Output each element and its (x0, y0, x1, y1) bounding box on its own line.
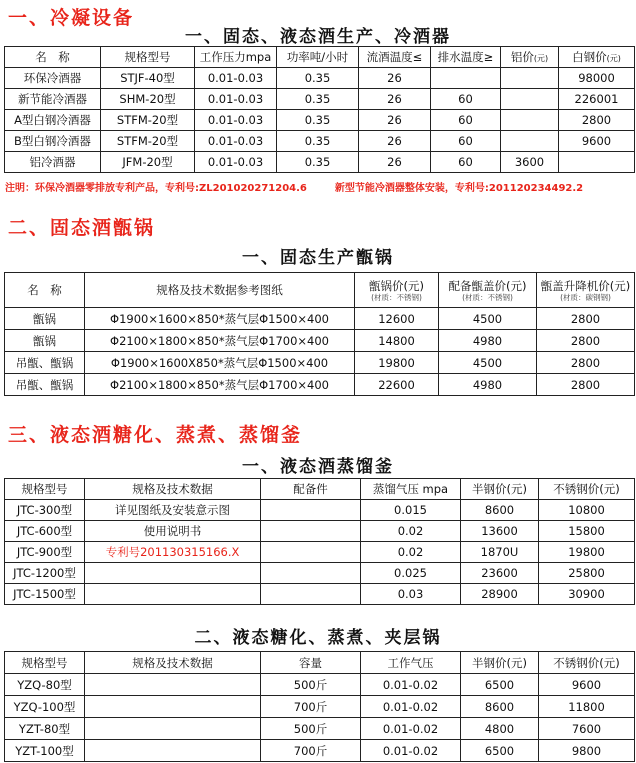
subtitle-solid-steamer: 一、固态生产甑锅 (242, 248, 394, 268)
cell: 2800 (559, 110, 635, 131)
cell: 13600 (461, 521, 539, 542)
cell (85, 674, 261, 696)
table-row (5, 68, 635, 89)
table-row (5, 563, 635, 584)
cell: SHM-20型 (101, 89, 195, 110)
table-row (5, 374, 635, 396)
header-cell (537, 273, 635, 308)
section-title-distiller: 三、液态酒糖化、蒸煮、蒸馏釜 (8, 424, 303, 446)
header-text: 白钢价 (572, 50, 607, 64)
cell (85, 740, 261, 762)
cell (85, 584, 261, 605)
cell (559, 152, 635, 173)
table-row (5, 110, 635, 131)
cell: 500斤 (261, 674, 361, 696)
header-cell: 蒸馏气压 mpa (361, 479, 461, 500)
cell: 11800 (539, 696, 635, 718)
cell: 12600 (355, 308, 439, 330)
cell: 详见图纸及安装意示图 (85, 500, 261, 521)
header-cell: 规格及技术数据参考图纸 (85, 273, 355, 308)
cell (85, 563, 261, 584)
cell: 0.35 (277, 89, 359, 110)
cell: 700斤 (261, 740, 361, 762)
section-title-condensing: 一、冷凝设备 (8, 7, 135, 29)
header-text: 铝价 (510, 50, 534, 64)
header-unit: (元) (533, 54, 549, 63)
table-row (5, 352, 635, 374)
header-cell: 规格型号 (5, 479, 85, 500)
cell: 0.01-0.03 (195, 152, 277, 173)
cell: 0.35 (277, 152, 359, 173)
cell: 甑锅 (5, 330, 85, 352)
cell (501, 110, 559, 131)
cell: 9600 (559, 131, 635, 152)
table-header-row (5, 273, 635, 308)
cell: 9800 (539, 740, 635, 762)
cell: 7600 (539, 718, 635, 740)
cell: 0.35 (277, 131, 359, 152)
cell: 0.02 (361, 542, 461, 563)
header-cell (559, 47, 635, 68)
cell: 26 (359, 68, 431, 89)
table-row (5, 521, 635, 542)
table-header-row (5, 47, 635, 68)
header-cell: 名 称 (5, 273, 85, 308)
cell: 4980 (439, 374, 537, 396)
cell: 6500 (461, 740, 539, 762)
header-cell: 配备件 (261, 479, 361, 500)
cell: 700斤 (261, 696, 361, 718)
cell (501, 131, 559, 152)
header-cell: 不锈钢价(元) (539, 479, 635, 500)
cell: 60 (431, 89, 501, 110)
cell: 15800 (539, 521, 635, 542)
cell: 4980 (439, 330, 537, 352)
header-material: (材质：不锈钢) (462, 292, 513, 302)
cell: 98000 (559, 68, 635, 89)
cell: 吊甑、甑锅 (5, 374, 85, 396)
cell: 0.025 (361, 563, 461, 584)
header-text: 配备甑盖价(元) (448, 278, 527, 293)
cell: JTC-1200型 (5, 563, 85, 584)
cell (501, 68, 559, 89)
table-row (5, 718, 635, 740)
cell: STFM-20型 (101, 131, 195, 152)
distiller-table (4, 478, 635, 605)
patent-note-1: 注明：环保冷酒器零排放专利产品，专利号:ZL201020271204.6 (5, 183, 307, 194)
header-cell: 名 称 (5, 47, 101, 68)
cell: 2800 (537, 330, 635, 352)
cell: Φ1900×1600X850*蒸气层Φ1500×400 (85, 352, 355, 374)
cell: 8600 (461, 500, 539, 521)
cell: 2800 (537, 352, 635, 374)
header-cell: 流酒温度≤ (359, 47, 431, 68)
cell: 0.01-0.02 (361, 740, 461, 762)
cell: STFM-20型 (101, 110, 195, 131)
cell: 26 (359, 110, 431, 131)
cell: 500斤 (261, 718, 361, 740)
cell: 2800 (537, 374, 635, 396)
cell (501, 89, 559, 110)
cell: 0.35 (277, 110, 359, 131)
header-text: 甑锅价(元) (369, 278, 424, 293)
table-row (5, 500, 635, 521)
header-cell: 规格型号 (101, 47, 195, 68)
cell: 22600 (355, 374, 439, 396)
cell: 0.01-0.02 (361, 696, 461, 718)
cell: 23600 (461, 563, 539, 584)
cell: YZT-100型 (5, 740, 85, 762)
cell: 0.35 (277, 68, 359, 89)
header-cell: 半钢价(元) (461, 652, 539, 674)
cell: 14800 (355, 330, 439, 352)
cell: A型白钢冷酒器 (5, 110, 101, 131)
subtitle-wine-cooler: 一、固态、液态酒生产、冷酒器 (185, 27, 451, 47)
cell: 甑锅 (5, 308, 85, 330)
cell: 19800 (539, 542, 635, 563)
cell (261, 584, 361, 605)
table-header-row (5, 479, 635, 500)
cell: B型白钢冷酒器 (5, 131, 101, 152)
cell: 0.01-0.03 (195, 89, 277, 110)
patent-cell: 专利号201130315166.X (85, 542, 261, 563)
cell: 26 (359, 131, 431, 152)
header-cell (439, 273, 537, 308)
jacketed-kettle-table (4, 651, 635, 762)
cell: Φ1900×1600×850*蒸气层Φ1500×400 (85, 308, 355, 330)
cell: 0.01-0.03 (195, 110, 277, 131)
cell: YZQ-100型 (5, 696, 85, 718)
cell: YZQ-80型 (5, 674, 85, 696)
cell: 26 (359, 89, 431, 110)
cell: 9600 (539, 674, 635, 696)
cell: 新节能冷酒器 (5, 89, 101, 110)
header-text: 甑盖升降机价(元) (540, 278, 631, 293)
cell: 吊甑、甑锅 (5, 352, 85, 374)
header-cell: 规格及技术数据 (85, 652, 261, 674)
header-material: (材质：不锈钢) (371, 292, 422, 302)
cell: 26 (359, 152, 431, 173)
cell (261, 521, 361, 542)
patent-note-2: 新型节能冷酒器整体安装，专利号:201120234492.2 (334, 183, 584, 194)
cell: 0.01-0.02 (361, 718, 461, 740)
table-row (5, 152, 635, 173)
steamer-table (4, 272, 635, 396)
cell: 0.01-0.03 (195, 68, 277, 89)
cell: 2800 (537, 308, 635, 330)
subtitle-jacketed-kettle: 二、液态糖化、蒸煮、夹层锅 (194, 628, 442, 648)
cell: JTC-1500型 (5, 584, 85, 605)
cell (261, 542, 361, 563)
cell: JTC-900型 (5, 542, 85, 563)
cell: 60 (431, 110, 501, 131)
header-cell: 排水温度≥ (431, 47, 501, 68)
cell: 30900 (539, 584, 635, 605)
header-cell: 工作压力mpa (195, 47, 277, 68)
table-row (5, 308, 635, 330)
cell: 1870U (461, 542, 539, 563)
cell: 60 (431, 152, 501, 173)
header-cell: 功率吨/小时 (277, 47, 359, 68)
wine-cooler-table (4, 46, 635, 173)
cell: 10800 (539, 500, 635, 521)
table-header-row (5, 652, 635, 674)
header-cell: 工作气压 (361, 652, 461, 674)
table-row (5, 89, 635, 110)
cell: 60 (431, 131, 501, 152)
cell: 4500 (439, 308, 537, 330)
cell: 19800 (355, 352, 439, 374)
cell: 6500 (461, 674, 539, 696)
cell: YZT-80型 (5, 718, 85, 740)
cell (431, 68, 501, 89)
section-title-steamer: 二、固态酒甑锅 (8, 217, 156, 239)
table-row (5, 696, 635, 718)
header-cell (355, 273, 439, 308)
header-cell (501, 47, 559, 68)
cell: 226001 (559, 89, 635, 110)
table-row (5, 131, 635, 152)
table-row (5, 584, 635, 605)
cell: 3600 (501, 152, 559, 173)
cell (261, 563, 361, 584)
cell: 环保冷酒器 (5, 68, 101, 89)
cell: 铝冷酒器 (5, 152, 101, 173)
cell: STJF-40型 (101, 68, 195, 89)
cell: JTC-600型 (5, 521, 85, 542)
cell: 4500 (439, 352, 537, 374)
header-cell: 半钢价(元) (461, 479, 539, 500)
patent-note (5, 179, 611, 194)
cell (85, 718, 261, 740)
cell (85, 696, 261, 718)
cell: Φ2100×1800×850*蒸气层Φ1700×400 (85, 374, 355, 396)
cell: 0.03 (361, 584, 461, 605)
cell: 0.015 (361, 500, 461, 521)
header-cell: 规格型号 (5, 652, 85, 674)
cell (261, 500, 361, 521)
header-cell: 不锈钢价(元) (539, 652, 635, 674)
cell: JFM-20型 (101, 152, 195, 173)
cell: 0.02 (361, 521, 461, 542)
subtitle-liquid-distiller: 一、液态酒蒸馏釜 (242, 457, 394, 477)
table-row (5, 740, 635, 762)
cell: JTC-300型 (5, 500, 85, 521)
cell: 8600 (461, 696, 539, 718)
cell: 0.01-0.03 (195, 131, 277, 152)
cell: 28900 (461, 584, 539, 605)
header-unit: (元) (606, 54, 621, 63)
header-cell: 规格及技术数据 (85, 479, 261, 500)
table-row (5, 674, 635, 696)
header-material: (材质：碳钢钢) (560, 292, 611, 302)
cell: 0.01-0.02 (361, 674, 461, 696)
cell: 使用说明书 (85, 521, 261, 542)
cell: Φ2100×1800×850*蒸气层Φ1700×400 (85, 330, 355, 352)
table-row (5, 542, 635, 563)
table-row (5, 330, 635, 352)
cell: 4800 (461, 718, 539, 740)
header-cell: 容量 (261, 652, 361, 674)
cell: 25800 (539, 563, 635, 584)
